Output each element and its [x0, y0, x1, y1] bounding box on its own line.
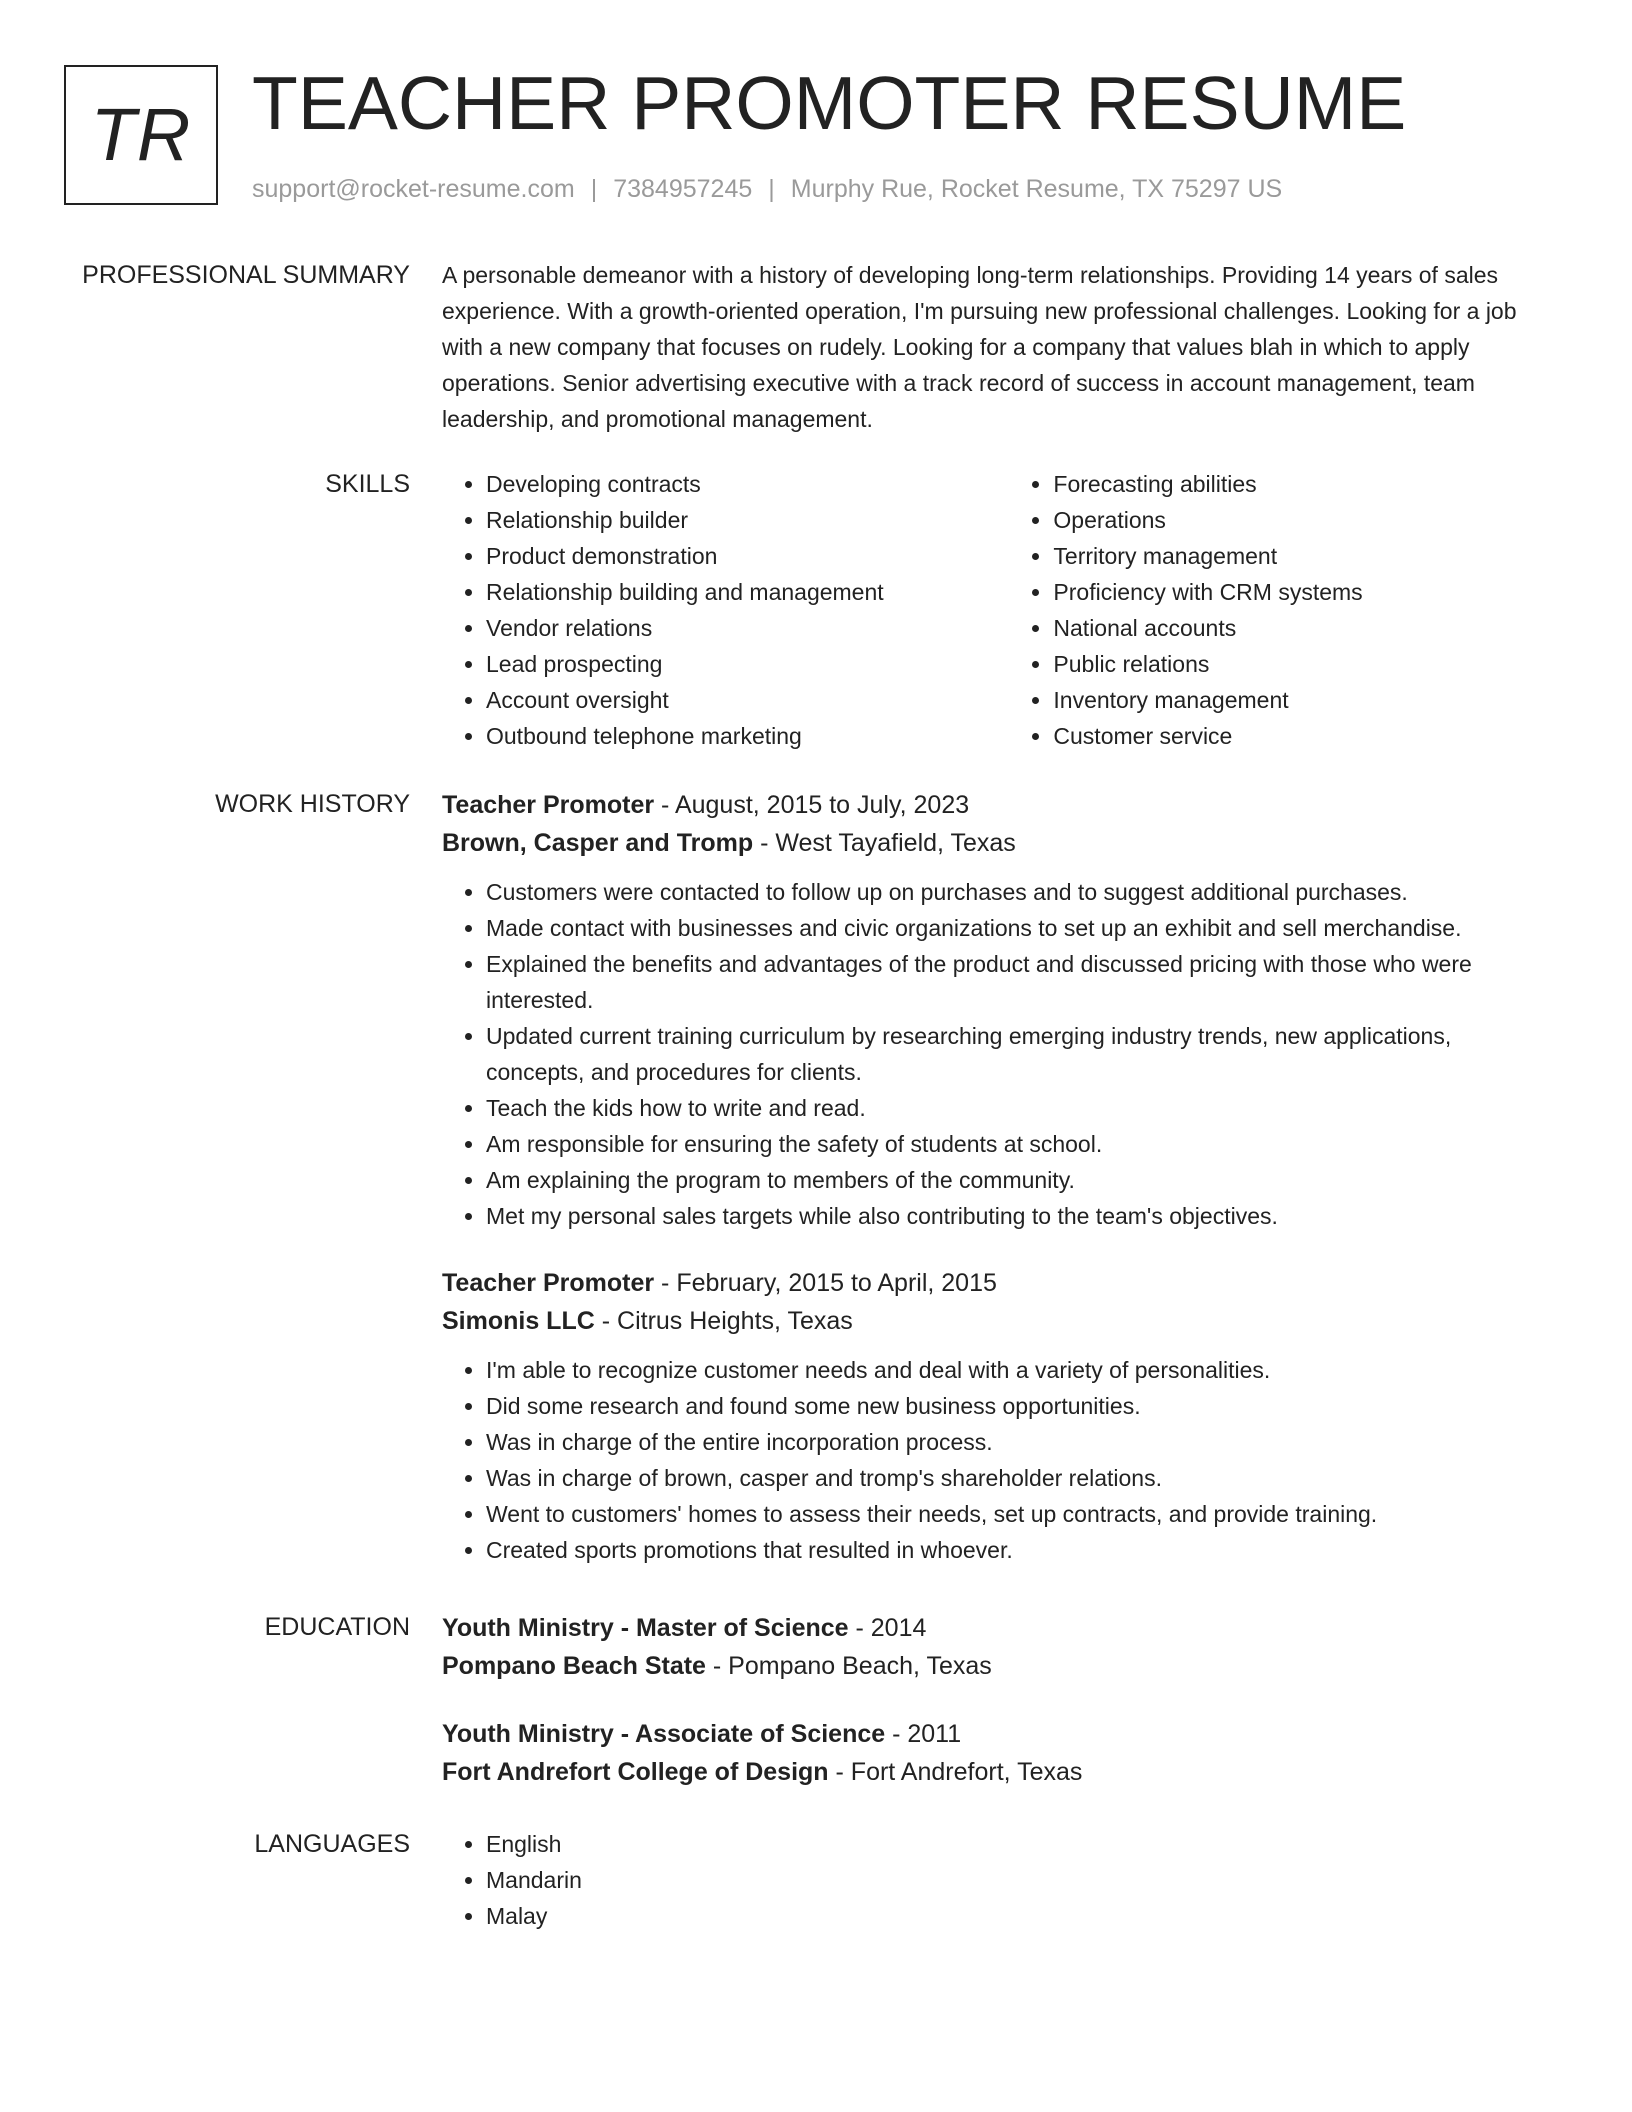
education-degree: Youth Ministry - Associate of Science — [442, 1720, 886, 1748]
job-title-line — [442, 1264, 1552, 1302]
section-title: SKILLS — [325, 470, 410, 498]
summary-text: A personable demeanor with a history of developing long-term relationships. Providing 14 years of sales experience. With a growth-oriented operation, I'm pursuing new professional challenges. Looking for a job with a new company that focuses on rudely. Looking for a company that values blah in which to apply operations. Senior advertising executive with a track record of success in account management, team leadership, and promotional management. — [442, 262, 1517, 432]
job-bullet: • Was in charge of the entire incorporation process. — [486, 1424, 1552, 1460]
job-bullet: • Explained the benefits and advantages of the product and discussed pricing with those who were interested. — [486, 946, 1552, 1018]
skill-item: • Account oversight — [486, 682, 965, 718]
education-body — [442, 1609, 1552, 1791]
job-location: - Citrus Heights, Texas — [594, 1307, 853, 1335]
monogram-initials: TR — [90, 93, 192, 176]
skills-columns — [442, 466, 1552, 754]
job-bullet: • Met my personal sales targets while also contributing to the team's objectives. — [486, 1198, 1552, 1234]
education-school-line — [442, 1753, 1552, 1791]
job-bullet: • Created sports promotions that resulted in whoever. — [486, 1532, 1552, 1568]
job-bullet: • Am explaining the program to members of the community. — [486, 1162, 1552, 1198]
job-bullets — [442, 874, 1552, 1234]
education-degree-line — [442, 1715, 1552, 1753]
skill-item: • Territory management — [1053, 538, 1552, 574]
job-company: Brown, Casper and Tromp — [442, 829, 754, 857]
job-bullet: • Am responsible for ensuring the safety of students at school. — [486, 1126, 1552, 1162]
job-entry — [442, 1264, 1552, 1568]
education-entry — [442, 1715, 1552, 1791]
job-bullet: • Teach the kids how to write and read. — [486, 1090, 1552, 1126]
education-school-line — [442, 1647, 1552, 1685]
skill-item: • Lead prospecting — [486, 646, 965, 682]
summary-body — [442, 257, 1552, 437]
language-item: • Mandarin — [486, 1862, 1552, 1898]
education-entry — [442, 1609, 1552, 1685]
contact-separator: | — [590, 175, 598, 203]
skill-item: • Operations — [1053, 502, 1552, 538]
job-role: Teacher Promoter — [442, 791, 655, 819]
education-year: - 2014 — [848, 1614, 927, 1642]
skills-list-left — [442, 466, 965, 754]
education-location: - Fort Andrefort, Texas — [828, 1758, 1083, 1786]
work-history-body — [442, 786, 1552, 1568]
language-item: • English — [486, 1826, 1552, 1862]
job-company-line — [442, 1302, 1552, 1340]
job-dates: - August, 2015 to July, 2023 — [654, 791, 970, 819]
job-role: Teacher Promoter — [442, 1269, 655, 1297]
education-degree-line — [442, 1609, 1552, 1647]
skill-item: • Public relations — [1053, 646, 1552, 682]
contact-separator: | — [768, 175, 775, 203]
skill-item: • Relationship builder — [486, 502, 965, 538]
section-title: LANGUAGES — [254, 1830, 410, 1858]
job-bullet: • Updated current training curriculum by researching emerging industry trends, new applications, concepts, and procedures for clients. — [486, 1018, 1552, 1090]
education-degree: Youth Ministry - Master of Science — [442, 1614, 849, 1642]
job-dates: - February, 2015 to April, 2015 — [654, 1269, 997, 1297]
contact-email: support@rocket-resume.com — [252, 175, 575, 203]
job-bullet: • Was in charge of brown, casper and tromp's shareholder relations. — [486, 1460, 1552, 1496]
contact-phone: 7384957245 — [613, 175, 753, 203]
language-item: • Malay — [486, 1898, 1552, 1934]
section-title: PROFESSIONAL SUMMARY — [82, 261, 410, 289]
job-entry — [442, 786, 1552, 1234]
languages-list — [442, 1826, 1552, 1934]
skill-item: • Vendor relations — [486, 610, 965, 646]
monogram-box — [64, 65, 218, 205]
education-school: Fort Andrefort College of Design — [442, 1758, 829, 1786]
skills-list-right — [1009, 466, 1552, 754]
skill-item: • Outbound telephone marketing — [486, 718, 965, 754]
skill-item: • Developing contracts — [486, 466, 965, 502]
job-company-line — [442, 824, 1552, 862]
education-school: Pompano Beach State — [442, 1652, 706, 1680]
job-bullet: • I'm able to recognize customer needs and deal with a variety of personalities. — [486, 1352, 1552, 1388]
contact-line — [252, 172, 1282, 206]
job-bullet: • Did some research and found some new business opportunities. — [486, 1388, 1552, 1424]
job-title-line — [442, 786, 1552, 824]
education-year: - 2011 — [885, 1720, 962, 1748]
job-company: Simonis LLC — [442, 1307, 595, 1335]
skill-item: • Forecasting abilities — [1053, 466, 1552, 502]
contact-address: Murphy Rue, Rocket Resume, TX 75297 US — [790, 175, 1283, 203]
skill-item: • Customer service — [1053, 718, 1552, 754]
job-bullet: • Went to customers' homes to assess their needs, set up contracts, and provide training. — [486, 1496, 1552, 1532]
skill-item: • Proficiency with CRM systems — [1053, 574, 1552, 610]
job-bullet: • Customers were contacted to follow up on purchases and to suggest additional purchases. — [486, 874, 1552, 910]
resume-title: TEACHER PROMOTER RESUME — [252, 61, 1407, 145]
skill-item: • Inventory management — [1053, 682, 1552, 718]
section-title: EDUCATION — [264, 1613, 410, 1641]
job-location: - West Tayafield, Texas — [753, 829, 1016, 857]
skill-item: • Relationship building and management — [486, 574, 965, 610]
education-location: - Pompano Beach, Texas — [705, 1652, 992, 1680]
job-bullet: • Made contact with businesses and civic organizations to set up an exhibit and sell merchandise. — [486, 910, 1552, 946]
skill-item: • Product demonstration — [486, 538, 965, 574]
job-bullets — [442, 1352, 1552, 1568]
skill-item: • National accounts — [1053, 610, 1552, 646]
languages-body — [442, 1826, 1552, 1934]
section-title: WORK HISTORY — [215, 790, 410, 818]
